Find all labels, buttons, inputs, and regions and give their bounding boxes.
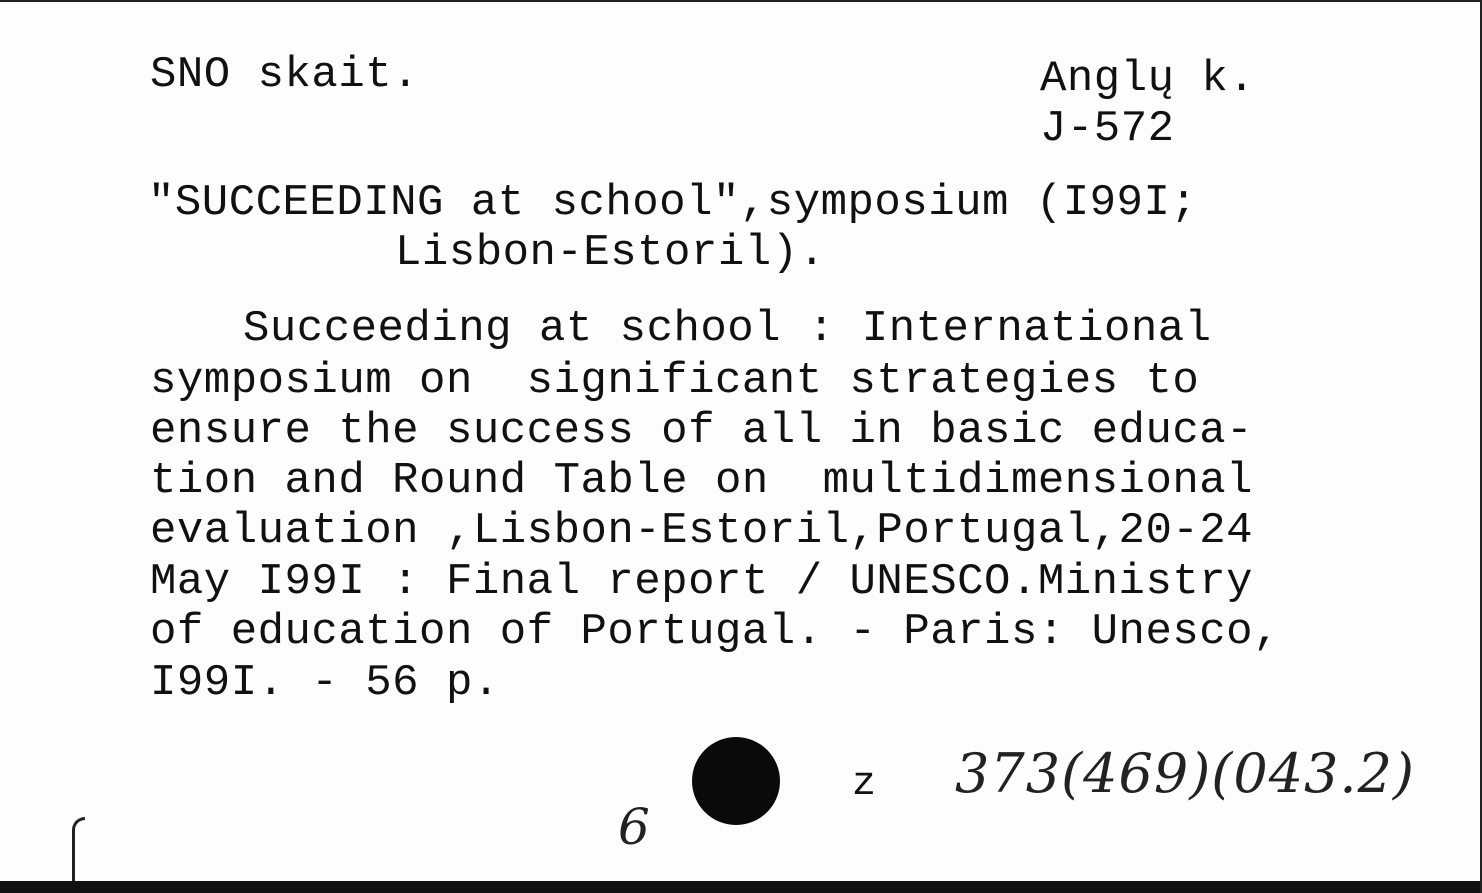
punch-dot: [692, 737, 780, 825]
heading-line-1: "SUCCEEDING at school",symposium (I99I;: [148, 178, 1198, 228]
z-mark: z: [852, 762, 877, 807]
pencil-mark: [72, 817, 85, 886]
scan-edge: [0, 881, 1480, 893]
body-line-3: ensure the success of all in basic educa-: [150, 406, 1254, 456]
header-call-number: J-572: [1040, 104, 1175, 154]
body-line-2: symposium on significant strategies to: [150, 356, 1200, 406]
body-line-5: evaluation ,Lisbon-Estoril,Portugal,20-24: [150, 506, 1254, 556]
body-line-1: Succeeding at school : International: [243, 304, 1212, 354]
body-line-6: May I99I : Final report / UNESCO.Ministry: [150, 557, 1254, 607]
classification-handwritten: 373(469)(043.2): [955, 742, 1415, 805]
hand-number: 6: [618, 798, 650, 856]
heading-line-2: Lisbon-Estoril).: [395, 228, 826, 278]
header-left: SNO skait.: [150, 50, 420, 100]
body-line-8: I99I. - 56 p.: [150, 658, 500, 708]
header-language: Anglų k.: [1040, 54, 1256, 104]
body-line-4: tion and Round Table on multidimensional: [150, 456, 1254, 506]
body-line-7: of education of Portugal. - Paris: Unesco,: [150, 607, 1280, 657]
